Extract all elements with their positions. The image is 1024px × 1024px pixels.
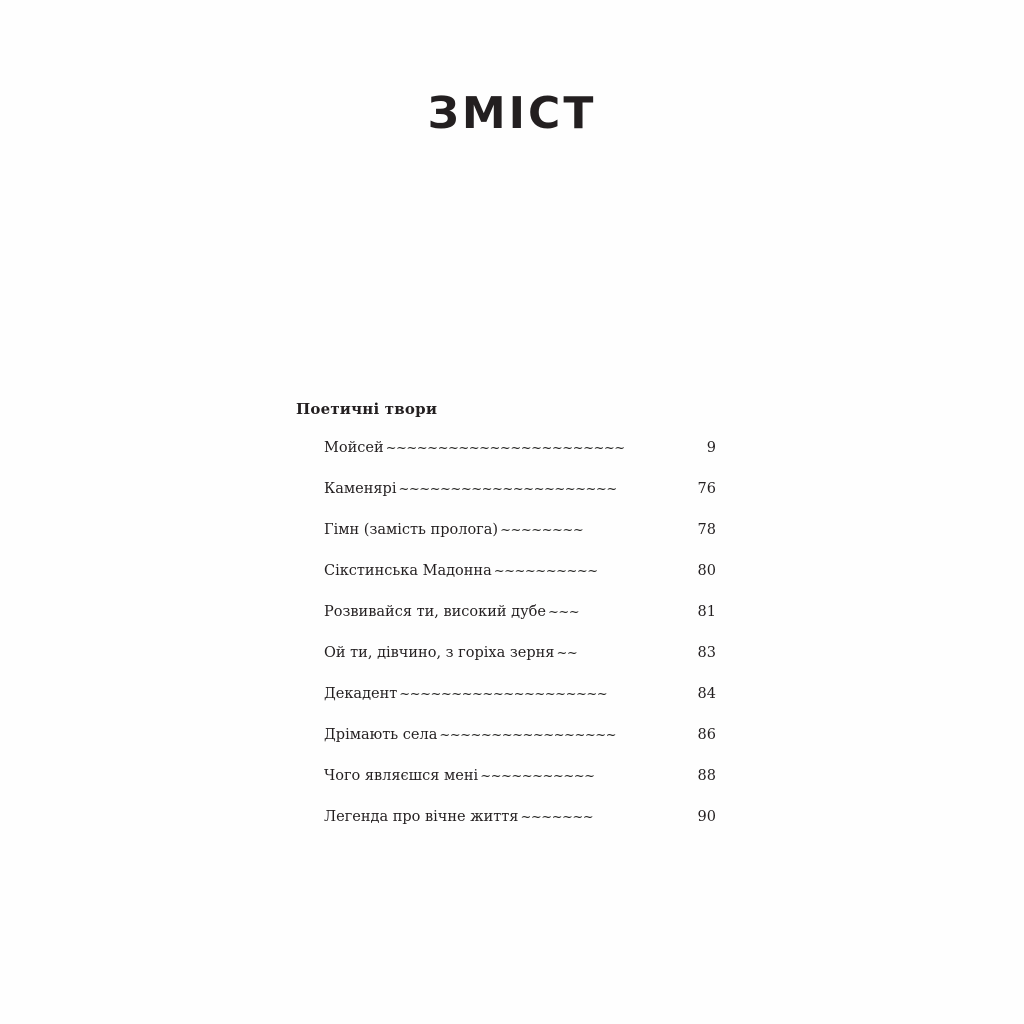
list-item[interactable] bbox=[324, 686, 716, 727]
list-item[interactable] bbox=[324, 809, 716, 850]
toc-entry-title: Сікстинська Мадонна bbox=[324, 563, 492, 579]
toc-entry-leader: ~~~~~~~~~~ bbox=[493, 564, 598, 579]
list-item[interactable] bbox=[324, 604, 716, 645]
toc-entry-leader: ~~~~~~~~ bbox=[500, 523, 584, 538]
toc-entry-leader: ~~~~~~~~~~~ bbox=[480, 769, 595, 784]
list-item[interactable] bbox=[324, 768, 716, 809]
toc-entry-page: 9 bbox=[706, 440, 716, 456]
toc-entry-page: 80 bbox=[697, 563, 716, 579]
section-heading: Поетичні твори bbox=[296, 400, 438, 418]
list-item[interactable] bbox=[324, 440, 716, 481]
toc-entry-title: Гімн (замість пролога) bbox=[324, 522, 499, 538]
toc-entry-page: 90 bbox=[697, 809, 716, 825]
list-item[interactable] bbox=[324, 563, 716, 604]
toc-entry-page: 78 bbox=[697, 522, 716, 538]
toc-entry-leader: ~~~~~~~~~~~~~~~~~ bbox=[439, 728, 617, 743]
toc-entry-title: Ой ти, дівчино, з горіха зерня bbox=[324, 645, 555, 661]
toc-entry-list bbox=[296, 440, 716, 850]
toc-entry-leader: ~~~~~~~ bbox=[520, 810, 594, 825]
list-item[interactable] bbox=[324, 645, 716, 686]
list-item[interactable] bbox=[324, 727, 716, 768]
toc-entry-page: 83 bbox=[697, 645, 716, 661]
page-title: ЗМІСТ bbox=[427, 88, 597, 139]
toc-entry-title: Чого являєшся мені bbox=[324, 768, 479, 784]
list-item[interactable] bbox=[324, 522, 716, 563]
toc-entry-page: 86 bbox=[697, 727, 716, 743]
list-item[interactable] bbox=[324, 481, 716, 522]
toc-entry-leader: ~~~~~~~~~~~~~~~~~~~~~~~ bbox=[385, 441, 625, 456]
toc-entry-page: 84 bbox=[697, 686, 716, 702]
toc-entry-title: Розвивайся ти, високий дубе bbox=[324, 604, 546, 620]
table-of-contents bbox=[296, 400, 716, 850]
toc-entry-title: Дрімають села bbox=[324, 727, 438, 743]
toc-entry-page: 88 bbox=[697, 768, 716, 784]
toc-entry-title: Легенда про вічне життя bbox=[324, 809, 519, 825]
toc-entry-title: Декадент bbox=[324, 686, 398, 702]
toc-entry-page: 76 bbox=[697, 481, 716, 497]
toc-entry-leader: ~~~~~~~~~~~~~~~~~~~~~ bbox=[398, 482, 617, 497]
toc-entry-title: Мойсей bbox=[324, 440, 384, 456]
toc-entry-leader: ~~~~~~~~~~~~~~~~~~~~ bbox=[399, 687, 608, 702]
toc-entry-leader: ~~ bbox=[556, 646, 578, 661]
toc-entry-page: 81 bbox=[697, 604, 716, 620]
toc-entry-title: Каменярі bbox=[324, 481, 397, 497]
toc-entry-leader: ~~~ bbox=[547, 605, 580, 620]
